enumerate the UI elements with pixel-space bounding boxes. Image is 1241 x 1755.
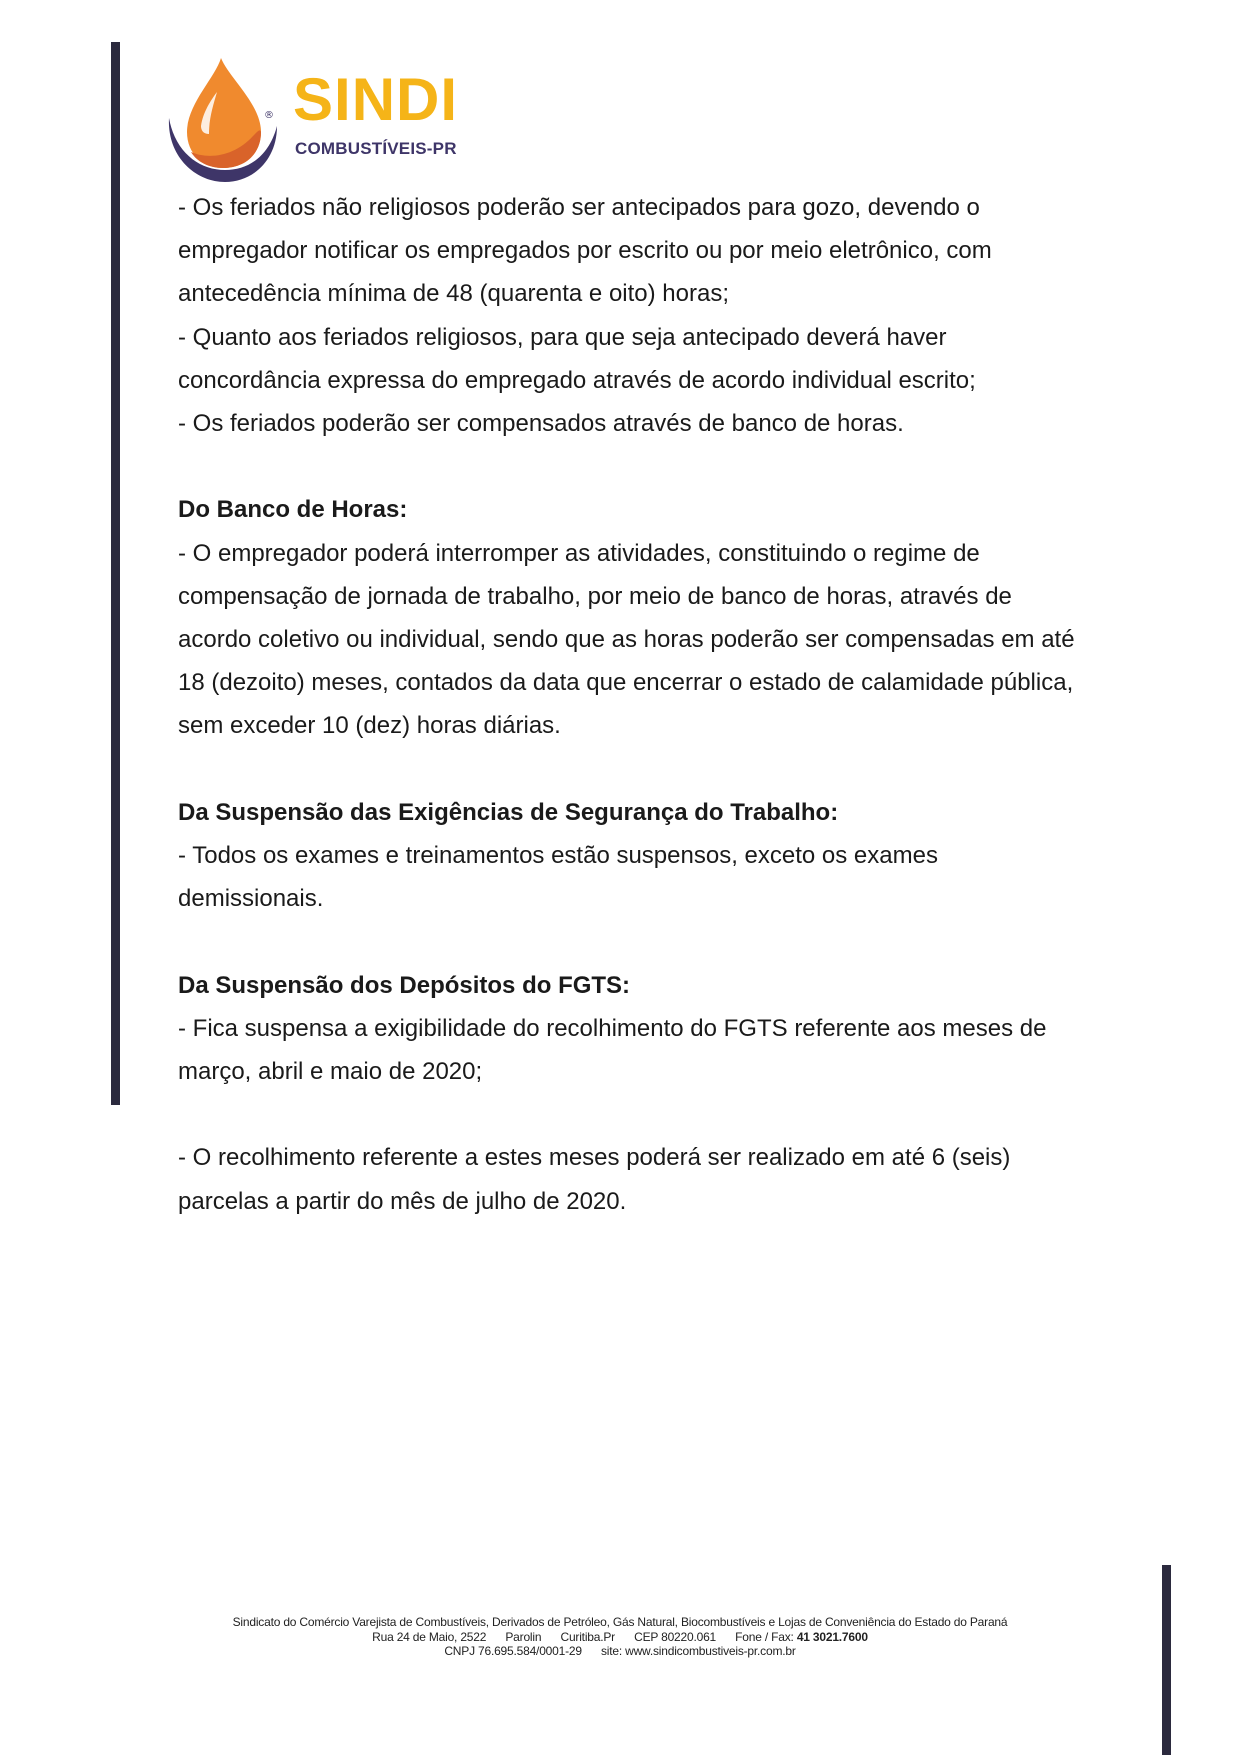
paragraph-compensacao-feriados: - Os feriados poderão ser compensados através de banco de horas. (178, 410, 904, 438)
paragraph-feriados-nao-religiosos: - Os feriados não religiosos poderão ser antecipados para gozo, devendo o empregador notificar os empregados por escrito ou por meio eletrônico, com antecedência mínima de 48 (quarenta e oito) horas; (178, 194, 992, 308)
logo-subtitle: COMBUSTÍVEIS-PR (295, 139, 457, 158)
heading-fgts: Da Suspensão dos Depósitos do FGTS: (178, 971, 631, 999)
footer-cnpj-line (140, 1644, 1100, 1659)
footer-phone-label: Fone / Fax: (735, 1629, 794, 1644)
heading-seguranca-trabalho: Da Suspensão das Exigências de Segurança do Trabalho: (178, 798, 839, 826)
document-body (178, 186, 1078, 1223)
paragraph-fgts-suspensao: - Fica suspensa a exigibilidade do recolhimento do FGTS referente aos meses de março, abril e maio de 2020; (178, 1014, 1047, 1086)
heading-banco-de-horas: Do Banco de Horas: (178, 496, 408, 524)
left-accent-bar (111, 42, 120, 1105)
spacer (178, 1093, 1078, 1136)
footer-phone-area: 41 (796, 1629, 810, 1644)
footer-org-name: Sindicato do Comércio Varejista de Combustíveis, Derivados de Petróleo, Gás Natural, Biocombustíveis e Lojas de Conveniência do Estado do Paraná (232, 1615, 1008, 1629)
paragraph-exames: - Todos os exames e treinamentos estão suspensos, exceto os exames demissionais. (178, 842, 938, 913)
footer (140, 1615, 1100, 1659)
logo-brand-text: SINDI (293, 66, 459, 133)
right-accent-bar (1162, 1565, 1171, 1755)
footer-cep: CEP 80220.061 (634, 1629, 717, 1644)
footer-phone (735, 1630, 868, 1644)
spacer (178, 748, 1078, 791)
spacer (178, 920, 1078, 963)
sindi-logo (165, 56, 485, 186)
footer-address-line (140, 1630, 1100, 1645)
spacer (178, 445, 1078, 488)
footer-city: Curitiba.Pr (560, 1629, 615, 1644)
footer-district: Parolin (505, 1629, 542, 1644)
paragraph-banco-de-horas: - O empregador poderá interromper as atividades, constituindo o regime de compensação de jornada de trabalho, por meio de banco de horas, através de acordo coletivo ou individual, sendo que as horas poderão ser compensadas em até 18 (dezoito) meses, contados da data que encerrar o estado de calamidade pública, sem exceder 10 (dez) horas diárias. (178, 539, 1075, 740)
footer-cnpj: CNPJ 76.695.584/0001-29 (444, 1644, 582, 1658)
paragraph-feriados-religiosos: - Quanto aos feriados religiosos, para que seja antecipado deverá haver concordância expressa do empregado através de acordo individual escrito; (178, 323, 976, 394)
paragraph-fgts-parcelas: - O recolhimento referente a estes meses poderá ser realizado em até 6 (seis) parcelas a partir do mês de julho de 2020. (178, 1144, 1011, 1215)
footer-site: site: www.sindicombustiveis-pr.com.br (600, 1644, 796, 1658)
registered-mark: ® (264, 110, 274, 121)
footer-phone-number: 3021.7600 (812, 1629, 868, 1644)
footer-address: Rua 24 de Maio, 2522 (372, 1629, 487, 1644)
drop-icon (165, 56, 285, 186)
